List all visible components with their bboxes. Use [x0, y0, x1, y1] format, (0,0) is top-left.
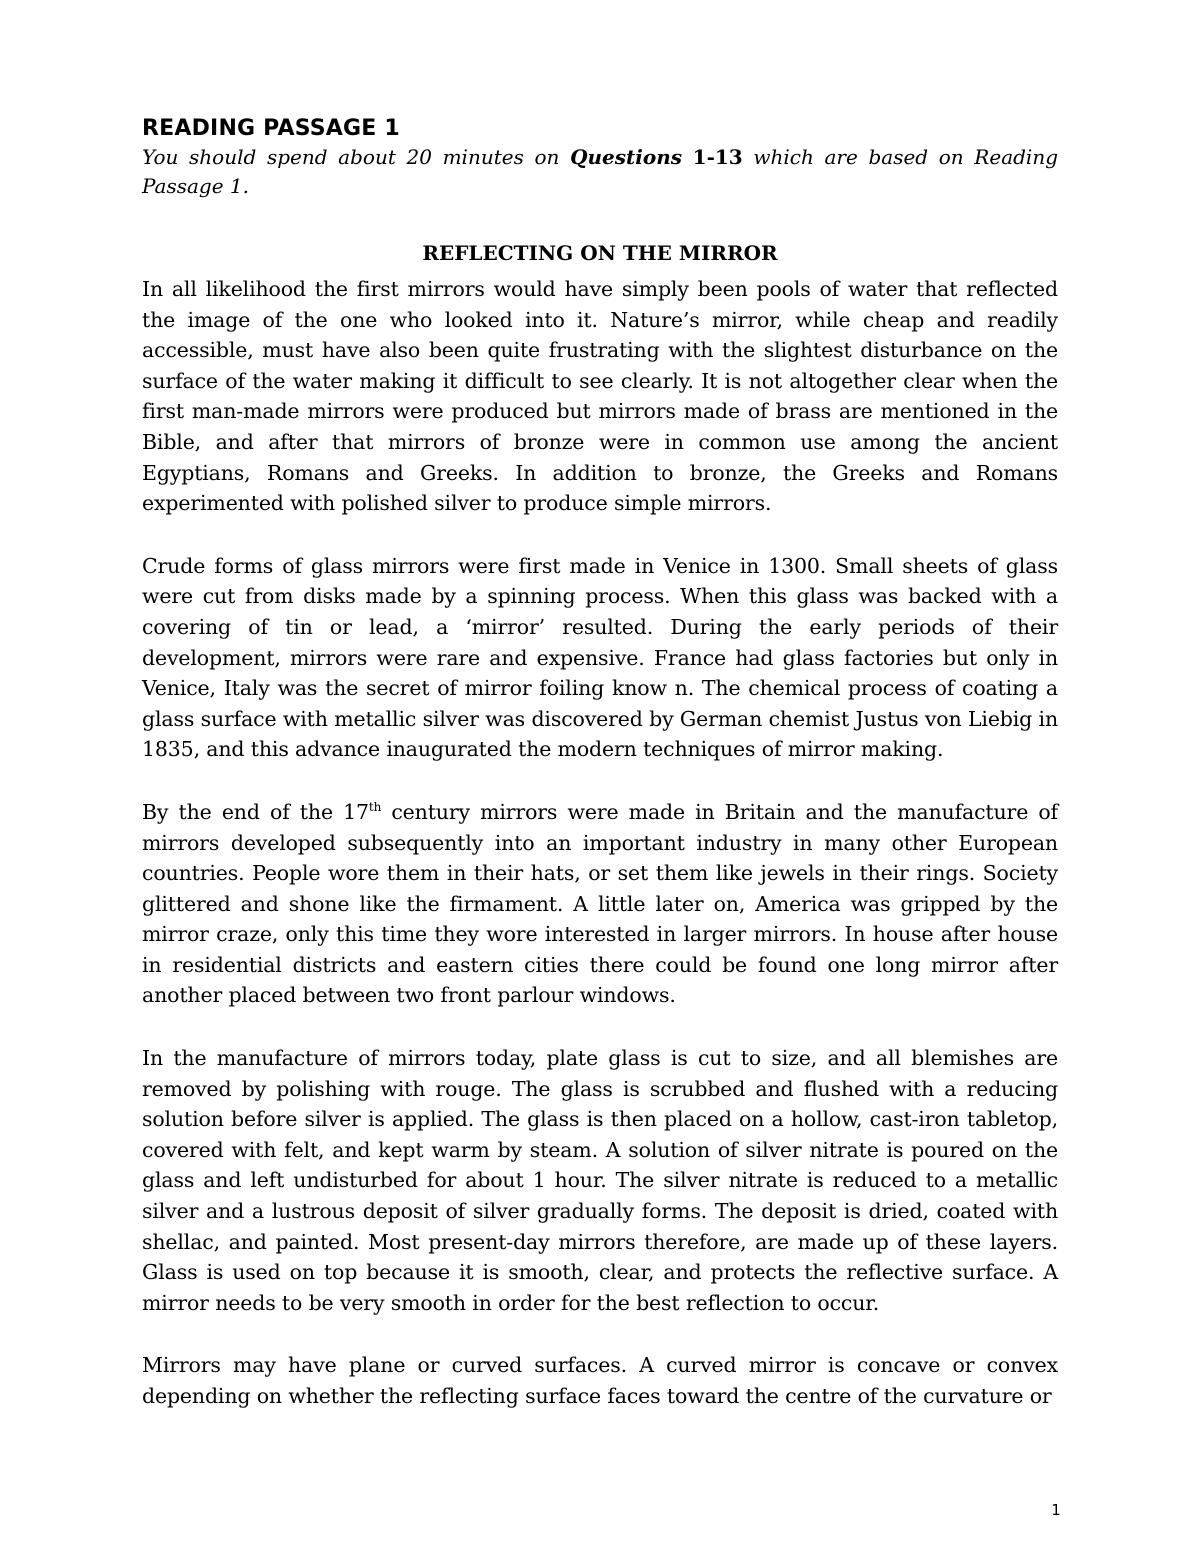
paragraph-5: Mirrors may have plane or curved surfaces. A curved mirror is concave or convex depending on whether the reflecting surface faces toward the centre of the curvature or [142, 1353, 1058, 1408]
page-content [142, 115, 1058, 1444]
article-title: REFLECTING ON THE MIRROR [422, 241, 778, 265]
paragraph-1: In all likelihood the first mirrors would have simply been pools of water that reflected the image of the one who looked into it. Nature’s mirror, while cheap and readily accessible, must have also been quite frustrating with the slightest disturbance on the surface of the water making it difficult to see clearly. It is not altogether clear when the first man-made mirrors were produced but mirrors made of brass are mentioned in the Bible, and after that mirrors of bronze were in common use among the ancient Egyptians, Romans and Greeks. In addition to bronze, the Greeks and Romans experimented with polished silver to produce simple mirrors. [142, 277, 1058, 516]
instructions-question-range: 1-13 [692, 145, 743, 169]
paragraph-3-end: century mirrors were made in Britain and the manufacture of mirrors developed subsequently into an important industry in many other European countries. People wore them in their hats, or set them like jewels in their rings. Society glittered and shone like the firmament. A little later on, America was gripped by the mirror craze, only this time they wore interested in larger mirrors. In house after house in residential districts and eastern cities there could be found one long mirror after another placed between two front parlour windows. [142, 799, 1058, 1008]
instructions-text-start: You should spend about 20 minutes on [142, 145, 571, 169]
paragraph-4: In the manufacture of mirrors today, plate glass is cut to size, and all blemishes are removed by polishing with rouge. The glass is scrubbed and flushed with a reducing solution before silver is applied. The glass is then placed on a hollow, cast-iron tabletop, covered with felt, and kept warm by steam. A solution of silver nitrate is poured on the glass and left undisturbed for about 1 hour. The silver nitrate is reduced to a metallic silver and a lustrous deposit of silver gradually forms. The deposit is dried, coated with shellac, and painted. Most present-day mirrors therefore, are made up of these layers. Glass is used on top because it is smooth, clear, and protects the reflective surface. A mirror needs to be very smooth in order for the best reflection to occur. [142, 1046, 1058, 1315]
paragraph-3 [142, 797, 1058, 1011]
paragraph-2: Crude forms of glass mirrors were first made in Venice in 1300. Small sheets of glass were cut from disks made by a spinning process. When this glass was backed with a covering of tin or lead, a ‘mirror’ resulted. During the early periods of their development, mirrors were rare and expensive. France had glass factories but only in Venice, Italy was the secret of mirror foiling know n. The chemical process of coating a glass surface with metallic silver was discovered by German chemist Justus von Liebig in 1835, and this advance inaugurated the modern techniques of mirror making. [142, 553, 1058, 762]
passage-label: READING PASSAGE 1 [142, 116, 400, 141]
passage-instructions [142, 143, 1058, 201]
instructions-questions: Questions [570, 145, 683, 169]
page-number: 1 [1051, 1501, 1061, 1519]
ordinal-superscript: th [368, 800, 382, 815]
instructions-text-end: which are based on Reading Passage 1. [142, 145, 1059, 198]
paragraph-3-start: By the end of the 17 [142, 799, 369, 824]
